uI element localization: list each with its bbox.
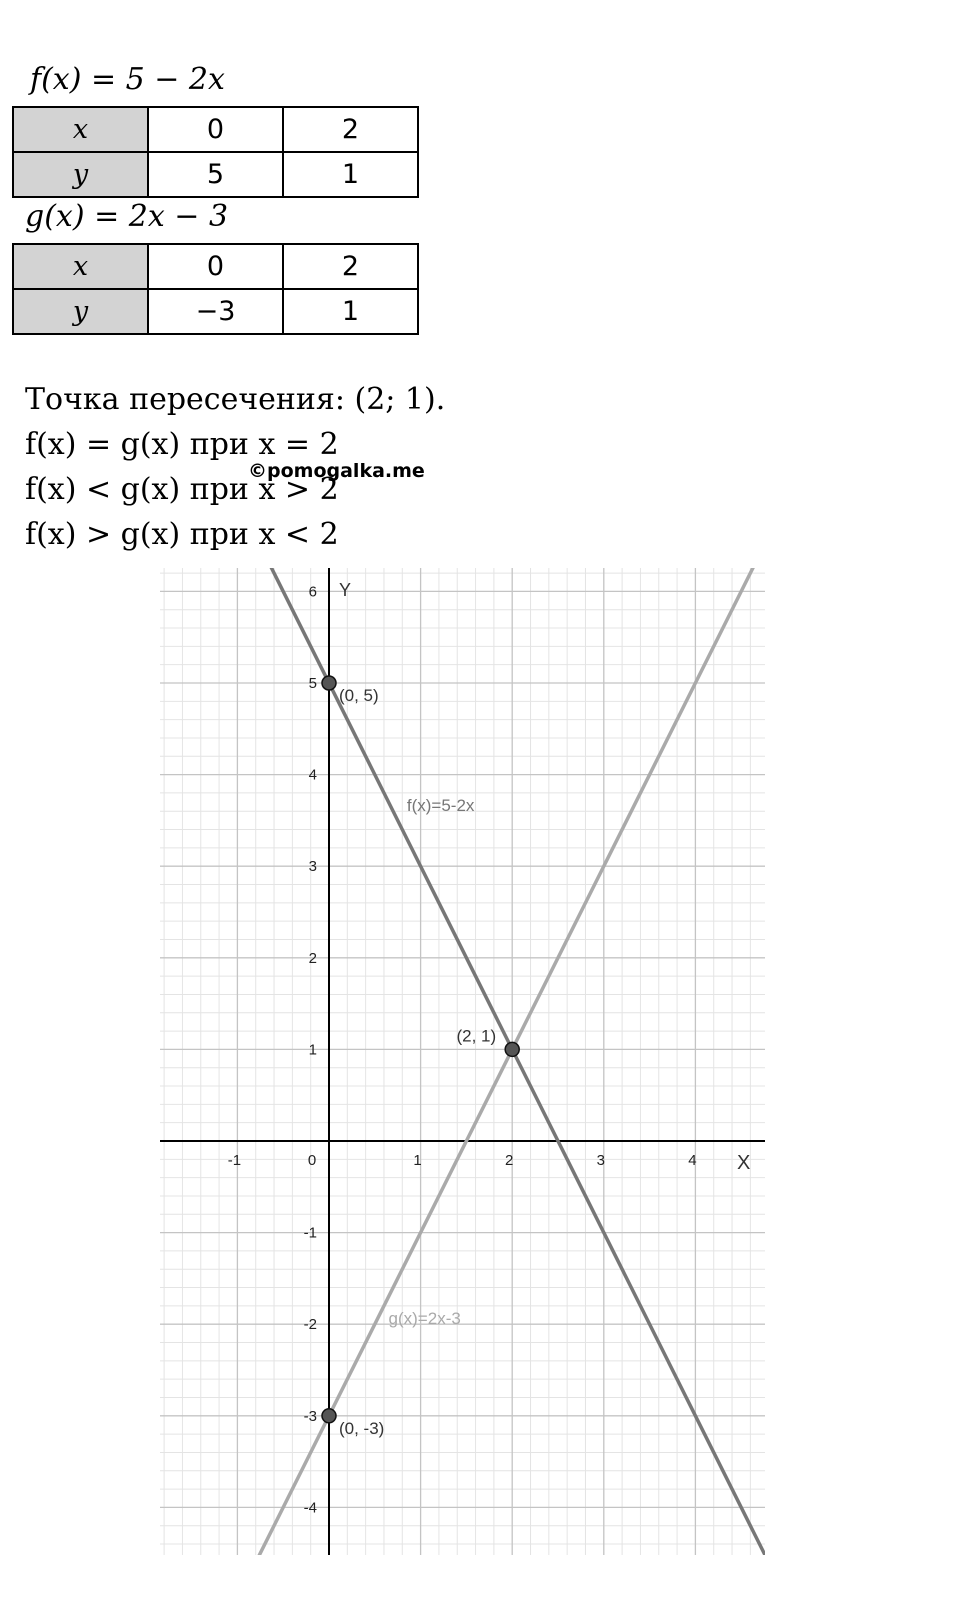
data-point <box>322 1409 336 1423</box>
table-cell: 0 <box>148 107 283 152</box>
y-tick-label: 2 <box>308 949 317 967</box>
table-cell: 1 <box>283 289 418 334</box>
y-tick-label: 4 <box>308 766 317 784</box>
series-label: f(x)=5-2x <box>406 796 475 816</box>
table-cell: 2 <box>283 107 418 152</box>
x-tick-label: 1 <box>413 1152 422 1169</box>
y-tick-label: 3 <box>308 858 317 876</box>
table-cell: −3 <box>148 289 283 334</box>
point-label: (0, -3) <box>339 1418 385 1438</box>
intersection-text: Точка пересечения: (2; 1). <box>25 382 446 417</box>
series-label: g(x)=2x-3 <box>388 1309 461 1329</box>
y-axis-label: Y <box>339 580 352 600</box>
y-tick-label: -1 <box>303 1224 317 1242</box>
y-tick-label: -3 <box>303 1407 317 1425</box>
f-formula: f(x) = 5 − 2x <box>30 62 225 97</box>
y-tick-label: 6 <box>308 583 317 601</box>
table-cell: 2 <box>283 244 418 289</box>
y-tick-label: -2 <box>303 1316 317 1334</box>
y-tick-label: 5 <box>308 675 317 692</box>
x-tick-label: 2 <box>505 1152 514 1169</box>
y-header: y <box>13 289 148 334</box>
table-cell: 0 <box>148 244 283 289</box>
data-point <box>505 1042 519 1056</box>
x-header: x <box>13 107 148 152</box>
series-line-f <box>68 161 856 1601</box>
point-label: (2, 1) <box>456 1026 497 1046</box>
y-tick-label: 1 <box>308 1041 317 1059</box>
table-cell: 5 <box>148 152 283 197</box>
x-axis-label: X <box>737 1152 751 1174</box>
y-tick-label: -4 <box>303 1499 317 1517</box>
data-point <box>322 676 336 690</box>
y-header: y <box>13 152 148 197</box>
x-tick-label: 3 <box>596 1152 605 1169</box>
x-header: x <box>13 244 148 289</box>
x-tick-label: -1 <box>227 1152 242 1169</box>
g-formula: g(x) = 2x − 3 <box>25 199 229 234</box>
less-condition: f(x) < g(x) при x > 2 <box>25 472 339 507</box>
watermark: ©pomogalka.me <box>248 460 425 482</box>
equal-condition: f(x) = g(x) при x = 2 <box>25 427 339 462</box>
table-cell: 1 <box>283 152 418 197</box>
x-tick-label: 0 <box>307 1152 317 1169</box>
x-tick-label: 4 <box>688 1152 697 1169</box>
point-label: (0, 5) <box>339 686 379 705</box>
greater-condition: f(x) > g(x) при x < 2 <box>25 517 339 552</box>
